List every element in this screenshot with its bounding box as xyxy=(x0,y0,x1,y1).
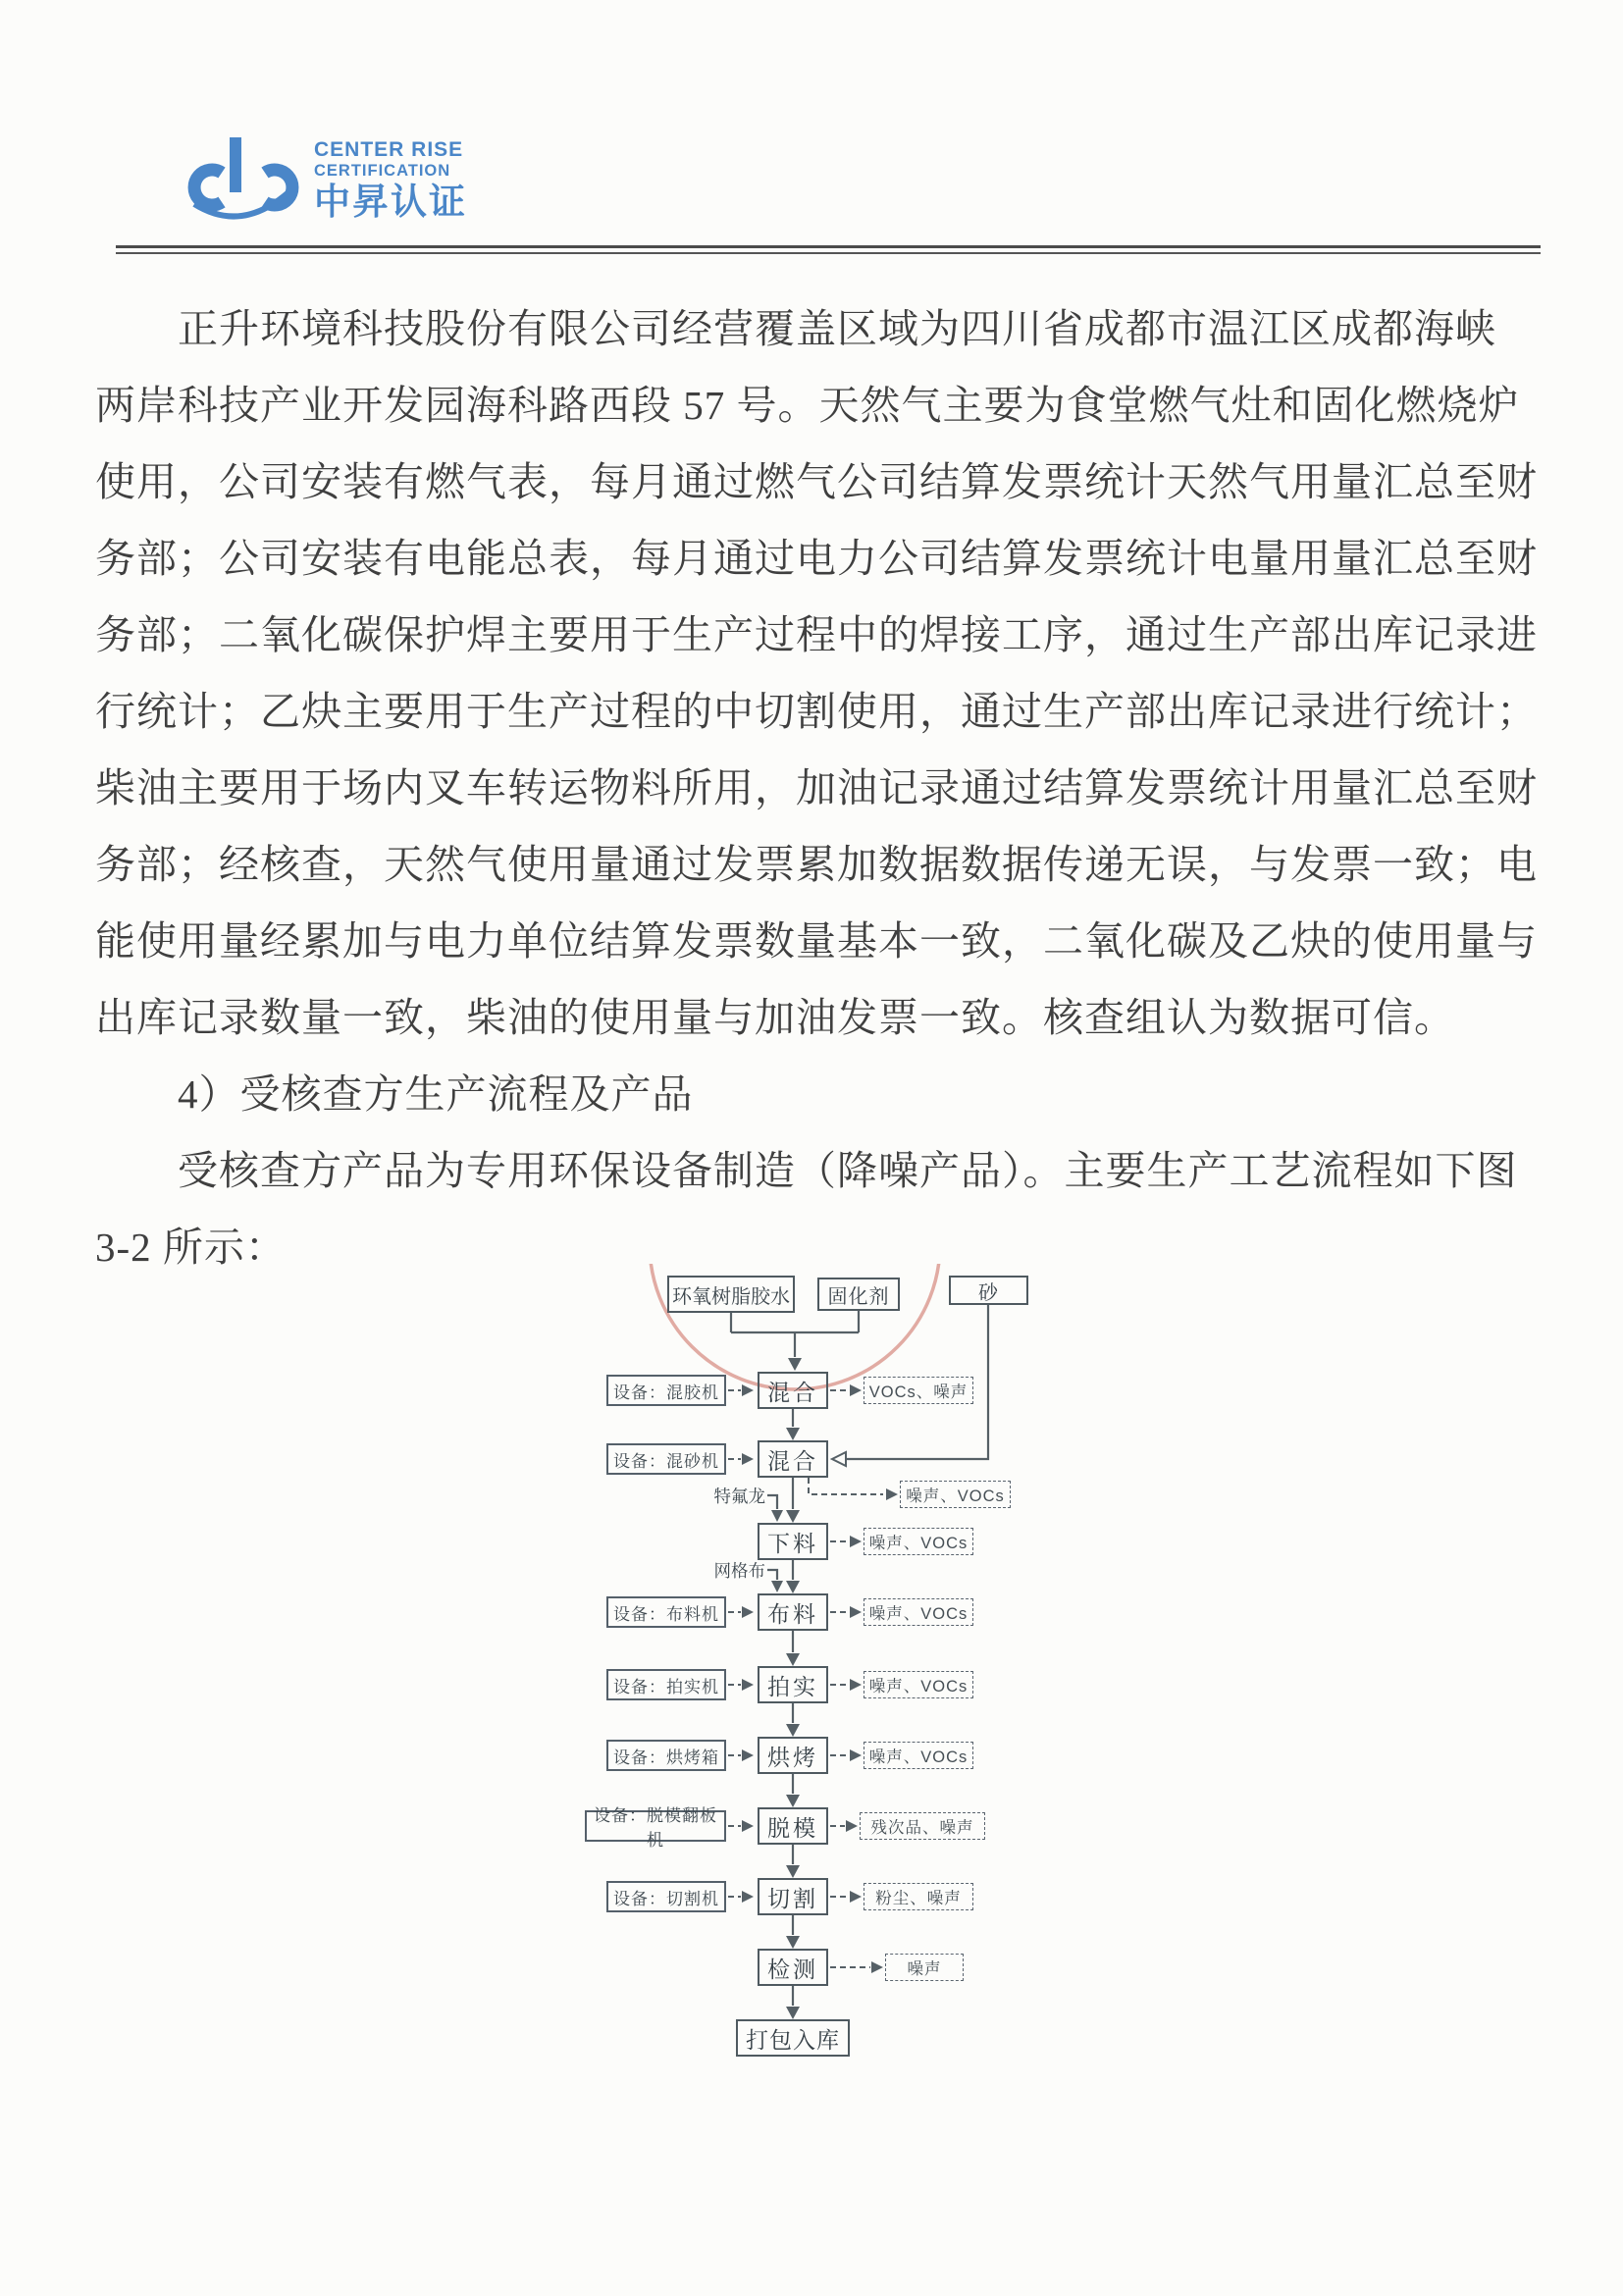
emission-box: 噪声 xyxy=(885,1954,964,1981)
body-line: 务部；公司安装有电能总表，每月通过电力公司结算发票统计电量用量汇总至财 xyxy=(95,536,1538,581)
emission-box: 噪声、VOCs xyxy=(864,1671,973,1698)
device-box-oven: 设备：烘烤箱 xyxy=(606,1740,726,1771)
body-line: 正升环境科技股份有限公司经营覆盖区域为四川省成都市温江区成都海峡 xyxy=(178,306,1496,351)
logo-wordmark xyxy=(314,131,467,220)
emission-box: 残次品、噪声 xyxy=(860,1812,985,1840)
material-box-sand: 砂 xyxy=(949,1276,1028,1305)
body-line: 柴油主要用于场内叉车转运物料所用，加油记录通过结算发票统计用量汇总至财 xyxy=(95,765,1538,810)
material-box-epoxy: 环氧树脂胶水 xyxy=(667,1276,795,1313)
emission-box: 噪声、VOCs xyxy=(864,1598,973,1626)
device-box-glue-mixer: 设备：混胶机 xyxy=(606,1375,726,1406)
process-box-baking: 烘烤 xyxy=(758,1737,828,1774)
process-box-demold: 脱模 xyxy=(758,1807,828,1845)
section-heading: 4）受核查方生产流程及产品 xyxy=(178,1071,694,1117)
material-box-hardener: 固化剂 xyxy=(817,1278,900,1311)
body-line: 两岸科技产业开发园海科路西段 57 号。天然气主要为食堂燃气灶和固化燃烧炉 xyxy=(95,383,1520,428)
body-line: 行统计；乙炔主要用于生产过程的中切割使用，通过生产部出库记录进行统计； xyxy=(95,689,1538,734)
process-box-packing: 打包入库 xyxy=(736,2019,850,2057)
device-box-compactor: 设备：拍实机 xyxy=(606,1669,726,1700)
body-line: 使用，公司安装有燃气表，每月通过燃气公司结算发票统计天然气用量汇总至财 xyxy=(95,459,1538,504)
logo-chinese-name: 中昇认证 xyxy=(314,181,467,222)
side-input-teflon: 特氟龙 xyxy=(713,1487,765,1506)
process-box-mix1: 混合 xyxy=(758,1372,828,1409)
crc-monogram-icon xyxy=(184,131,304,234)
process-box-cutting: 切割 xyxy=(758,1878,828,1915)
body-line: 3-2 所示： xyxy=(95,1225,287,1270)
emission-box: 噪声、VOCs xyxy=(900,1481,1011,1508)
logo xyxy=(184,131,467,234)
logo-line1: CENTER RISE xyxy=(314,138,464,161)
emission-box: 噪声、VOCs xyxy=(864,1528,973,1555)
device-box-layup-machine: 设备：布料机 xyxy=(606,1596,726,1628)
emission-box: 噪声、VOCs xyxy=(864,1742,973,1769)
device-box-sand-mixer: 设备：混砂机 xyxy=(606,1443,726,1475)
logo-line2: CERTIFICATION xyxy=(314,162,451,180)
process-box-inspection: 检测 xyxy=(758,1949,828,1986)
body-line: 务部；经核查，天然气使用量通过发票累加数据数据传递无误，与发票一致；电 xyxy=(95,842,1538,887)
body-text xyxy=(95,290,1547,1285)
emission-box: VOCs、噪声 xyxy=(864,1377,973,1404)
body-line: 出库记录数量一致，柴油的使用量与加油发票一致。核查组认为数据可信。 xyxy=(95,995,1455,1040)
process-box-layup: 布料 xyxy=(758,1593,828,1631)
process-flowchart xyxy=(550,1264,1099,2098)
header-double-rule xyxy=(116,245,1541,254)
body-line: 能使用量经累加与电力单位结算发票数量基本一致，二氧化碳及乙炔的使用量与 xyxy=(95,918,1538,964)
process-box-compact: 拍实 xyxy=(758,1666,828,1703)
body-line: 务部；二氧化碳保护焊主要用于生产过程中的焊接工序，通过生产部出库记录进 xyxy=(95,612,1538,657)
device-box-demold-flipper: 设备：脱模翻板机 xyxy=(585,1810,726,1842)
process-box-mix2: 混合 xyxy=(758,1440,828,1478)
process-box-feeding: 下料 xyxy=(758,1523,828,1560)
body-line: 受核查方产品为专用环保设备制造（降噪产品）。主要生产工艺流程如下图 xyxy=(178,1148,1518,1193)
device-box-cutter: 设备：切割机 xyxy=(606,1881,726,1912)
emission-box: 粉尘、噪声 xyxy=(864,1883,973,1910)
side-input-mesh: 网格布 xyxy=(713,1561,765,1581)
